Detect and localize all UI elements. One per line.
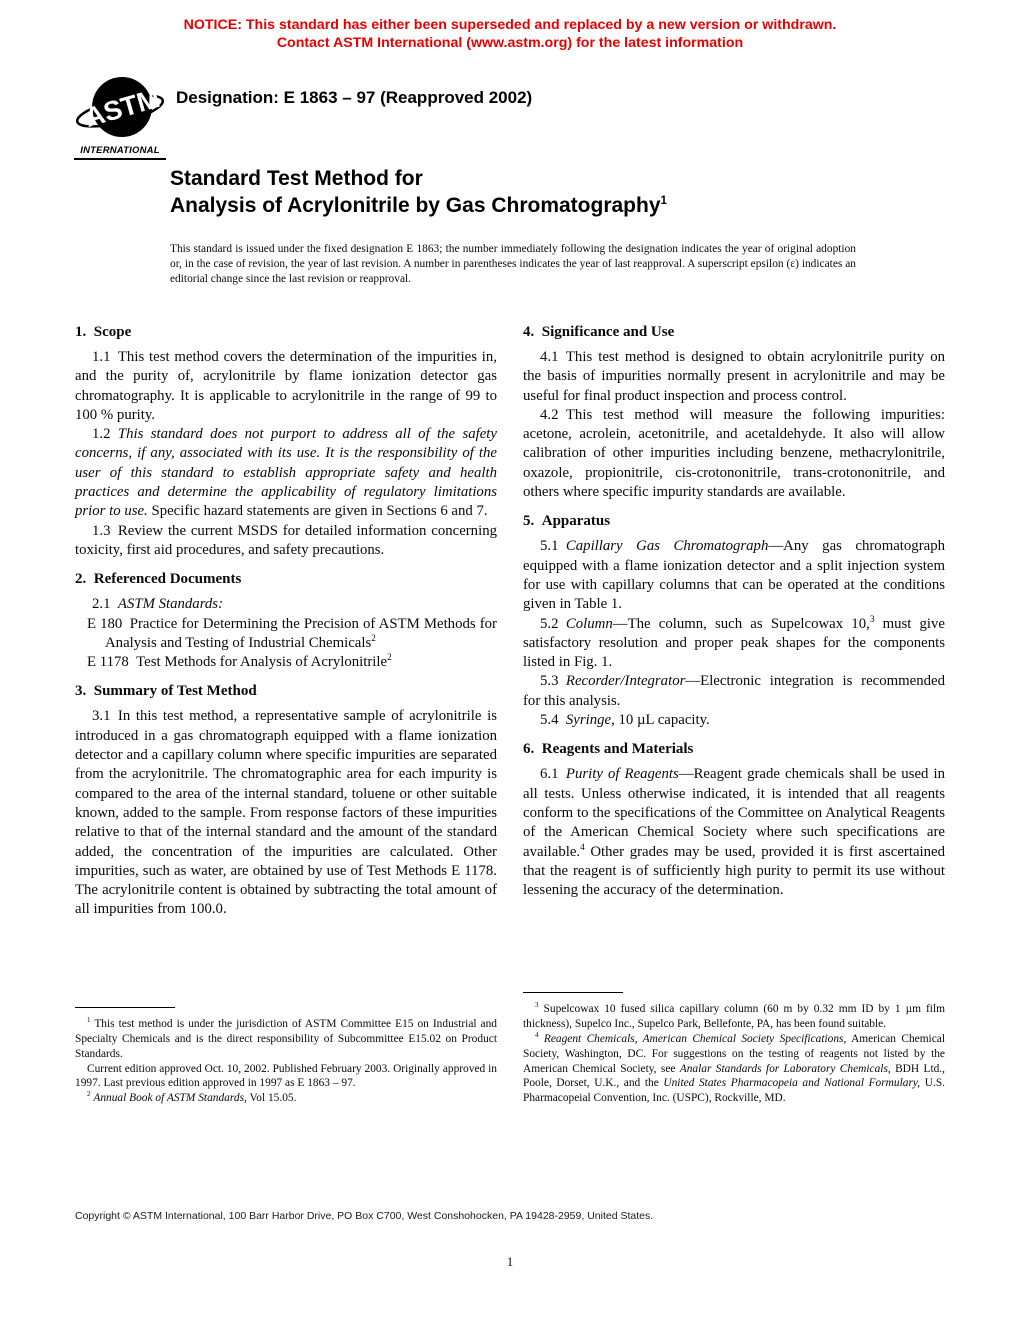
superscript: 1 — [87, 1016, 91, 1025]
section-heading: 3. Summary of Test Method — [75, 683, 257, 700]
section-1 — [75, 324, 497, 560]
footnote — [523, 1032, 945, 1106]
paragraph — [523, 711, 945, 730]
paragraph — [523, 615, 945, 673]
text-run: BDH Ltd., Poole, Dorset, U.K., and the — [523, 1062, 945, 1090]
paragraph — [75, 348, 497, 425]
text-run: Reagent Chemicals, American Chemical Society Specifications, — [543, 1033, 847, 1046]
section-3 — [75, 672, 497, 919]
copyright-line: Copyright © ASTM International, 100 Barr Harbor Drive, PO Box C700, West Conshohocken, PA 19428-2959, United States. — [75, 1210, 654, 1222]
superscript: 4 — [535, 1031, 539, 1040]
left-column — [75, 324, 497, 1106]
text-run: Supelcowax 10 fused silica capillary column (60 m by 0.32 mm ID by 1 µm film thickness), Supelco Inc., Supelco Park, Bellefonte, PA, has been found suitable. — [523, 1003, 945, 1031]
paragraph — [523, 765, 945, 900]
text-run: Specific hazard statements are given in Sections 6 and 7. — [147, 503, 488, 520]
superscript: 2 — [387, 652, 392, 663]
page-number: 1 — [506, 1255, 514, 1269]
notice-line-1: NOTICE: This standard has either been superseded and replaced by a new version or withdrawn. — [183, 17, 837, 33]
text-run: 1.2 — [92, 426, 118, 443]
paragraph — [523, 672, 945, 711]
superscript: 2 — [371, 632, 376, 643]
text-run: , 10 µL capacity. — [611, 712, 710, 729]
text-run: E 180 Practice for Determining the Precision of ASTM Methods for Analysis and Testing of Industrial Chemicals — [87, 615, 497, 651]
text-run: —Electronic integration is recommended for this analysis. — [523, 673, 945, 709]
text-run: 5.2 — [540, 615, 566, 632]
paragraph — [523, 348, 945, 406]
text-run: 5.1 — [540, 538, 566, 555]
supersession-notice — [0, 16, 1020, 52]
footnote-block — [75, 1007, 497, 1106]
text-run: 1.1 This test method covers the determination of the impurities in, and the purity of, acrylonitrile by flame ionization detector gas chromatography. It is applicable to acrylonitrile in the range of 99 to 100 % purity. — [75, 349, 497, 423]
paragraph — [523, 537, 945, 614]
text-run: Annual Book of ASTM Standards, — [93, 1092, 247, 1105]
text-run: —Reagent grade chemicals shall be used in all tests. Unless otherwise indicated, it is intended that all reagents conform to the specifications of the Committee on Analytical Reagents of the American Chemical Society where such specifications are available. — [523, 766, 945, 860]
title-footnote-marker: 1 — [660, 194, 667, 207]
text-run: 4.1 This test method is designed to obtain acrylonitrile purity on the basis of impurities normally present in acrylonitrile and may be useful for final product inspection and process control. — [523, 349, 945, 404]
text-run: —The column, such as Supelcowax 10, — [612, 615, 870, 632]
section-heading: 6. Reagents and Materials — [523, 741, 694, 758]
section-heading: 5. Apparatus — [523, 513, 611, 530]
text-run: 5.4 — [540, 712, 566, 729]
text-run: Purity of Reagents — [565, 766, 679, 783]
section-heading: 2. Referenced Documents — [75, 571, 242, 588]
text-run: U.S. Pharmacopeial Convention, Inc. (USPC), Rockville, MD. — [523, 1077, 946, 1105]
text-run: E 1178 Test Methods for Analysis of Acrylonitrile — [87, 654, 388, 671]
astm-globe-icon — [74, 74, 166, 142]
section-2 — [75, 560, 497, 672]
paragraph — [75, 522, 497, 561]
issuance-note: This standard is issued under the fixed designation E 1863; the number immediately following the designation indicates the year of original adoption or, in the case of revision, the year of last revision. A number in parentheses indicates the year of last reapproval. A superscript epsilon (ε) indicates an editorial change since the last revision or reapproval. — [170, 243, 856, 285]
logo-subtitle: INTERNATIONAL — [74, 145, 166, 160]
footnote-rule — [523, 992, 623, 993]
right-column — [523, 324, 945, 1106]
footnote-rule — [75, 1007, 175, 1008]
text-run: 5.3 — [540, 673, 566, 690]
text-run: Current edition approved Oct. 10, 2002. Published February 2003. Originally approved in 1997. Last previous edition approved in 1997 as E 1863 – 97. — [75, 1062, 497, 1090]
text-run: Syringe — [565, 712, 612, 729]
section-heading: 1. Scope — [75, 324, 132, 340]
section-5 — [523, 502, 945, 730]
paragraph — [75, 425, 497, 521]
title-line-1: Standard Test Method for — [170, 167, 423, 190]
text-run: Other grades may be used, provided it is first ascertained that the reagent is of sufficiently high purity to permit its use without lessening the accuracy of the determination. — [523, 843, 945, 899]
section-4 — [523, 324, 945, 502]
footnote — [75, 1017, 497, 1061]
astm-logo — [74, 74, 166, 160]
title-line-2 — [170, 193, 667, 220]
paragraph — [523, 406, 945, 502]
footnote — [523, 1002, 945, 1032]
footnote — [75, 1062, 497, 1092]
text-run: This test method is under the jurisdiction of ASTM Committee E15 on Industrial and Specialty Chemicals and is the direct responsibility of Subcommittee E15.02 on Product Standards. — [75, 1018, 497, 1060]
body-columns — [75, 324, 945, 1106]
reference-item — [75, 615, 497, 654]
paragraph — [75, 707, 497, 919]
text-run: must give satisfactory resolution and proper peak shapes for the components listed in Fig. 1. — [523, 615, 945, 671]
document-title — [170, 166, 667, 219]
title-text: Analysis of Acrylonitrile by Gas Chromatography — [170, 193, 661, 217]
section-6 — [523, 730, 945, 900]
superscript: 2 — [87, 1090, 91, 1099]
text-run: 3.1 In this test method, a representative sample of acrylonitrile is introduced in a gas chromatograph equipped with a flame ionization detector and a capillary column where specific impurities are separated from the acrylonitrile. The chromatographic area for each impurity is compared to the area of the internal standard, toluene or other suitable known, added to the sample. From response factors of these impurities relative to that of the internal standard and the amount of the standard added, the concentration of the impurities are calculated. Other impurities, such as water, are obtained by use of Test Methods E 1178. The acrylonitrile content is obtained by subtracting the total amount of all impurities from 100.0. — [75, 708, 497, 918]
text-run: ASTM Standards: — [117, 596, 223, 613]
designation-line: Designation: E 1863 – 97 (Reapproved 2002) — [176, 88, 533, 107]
text-run: American Chemical Society, Washington, DC. For suggestions on the testing of reagents not listed by the American Chemical Society, see — [523, 1033, 945, 1075]
text-run: Vol 15.05. — [246, 1092, 297, 1105]
logo-acronym: ASTM — [81, 82, 164, 133]
footnote — [75, 1091, 497, 1106]
text-run: Recorder/Integrator — [565, 673, 686, 690]
section-heading: 4. Significance and Use — [523, 324, 675, 340]
superscript: 4 — [580, 841, 585, 852]
text-run: United States Pharmacopeia and National Formulary, — [663, 1077, 921, 1090]
text-run: Column — [565, 615, 613, 632]
text-run: —Any gas chromatograph equipped with a flame ionization detector and a split injection system for use with capillary columns that can be operated at the conditions given in Table 1. — [523, 538, 945, 613]
text-run: Analar Standards for Laboratory Chemicals, — [679, 1062, 891, 1075]
text-run: 1.3 Review the current MSDS for detailed information concerning toxicity, first aid procedures, and safety precautions. — [75, 522, 497, 558]
reference-item — [75, 653, 497, 672]
text-run: 6.1 — [540, 766, 566, 783]
superscript: 3 — [535, 1001, 539, 1010]
text-run: Capillary Gas Chromatograph — [565, 538, 769, 555]
text-run: 2.1 — [92, 596, 118, 613]
superscript: 3 — [869, 613, 875, 624]
paragraph — [75, 595, 497, 614]
text-run: 4.2 This test method will measure the following impurities: acetone, acrolein, acetonitrile, and acetaldehyde. It also will allow calibration of other impurities including benzene, methacrylonitrile, oxazole, propionitrile, cis-crotononitrile, trans-crotononitrile, and others where specific impurity standards are available. — [523, 406, 945, 501]
notice-line-2: Contact ASTM International (www.astm.org) for the latest information — [276, 35, 744, 51]
footnote-block — [523, 992, 945, 1106]
text-run: This standard does not purport to address all of the safety concerns, if any, associated with its use. It is the responsibility of the user of this standard to establish appropriate safety and health practices and determine the applicability of regulatory limitations prior to use. — [75, 426, 497, 520]
